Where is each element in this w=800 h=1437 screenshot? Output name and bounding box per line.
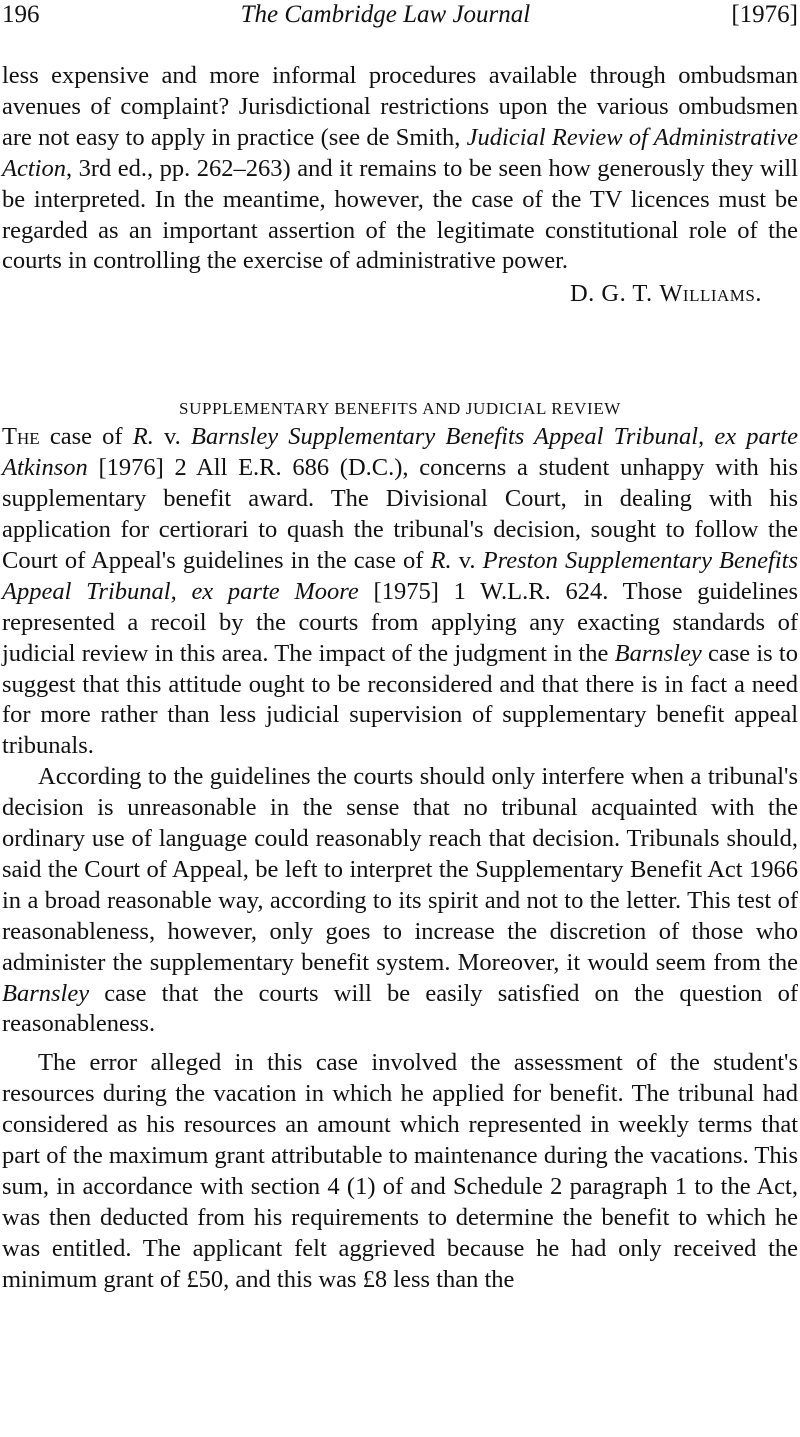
text-run: The error alleged in this case involved the assessment of the student's resources during the vacation in which he applied for benefit. The tribunal had considered as his resources an amount which represented in weekly terms that part of the maximum grant attributable to maintenance during the vacations. This sum, in accordance with section 4 (1) of and Schedule 2 paragraph 1 to the Act, was then deducted from his requirements to determine the benefit to which he was entitled. The applicant felt aggrieved because he had only received the minimum grant of £50, and this was £8 less than the xyxy=(2,1049,798,1293)
text-run: less expensive and more informal procedures available through ombudsman avenues of complaint? Jurisdictional restrictions upon the various ombudsmen are not easy to apply in practice (see de Smith, xyxy=(2,62,798,151)
author-initials: D. G. T. xyxy=(569,280,660,308)
lead-word: The xyxy=(2,423,40,451)
case-name: R. xyxy=(132,423,154,451)
text-run: According to the guidelines the courts should only interfere when a tribunal's decision is unreasonable in the sense that no tribunal acquainted with the ordinary use of language could reasonably reach that decision. Tribunals should, said the Court of Appeal, be left to interpret the Supplementary Benefit Act 1966 in a broad reasonable way, according to its spirit and not to the letter. This test of reasonableness, however, only goes to increase the discretion of those who administer the supplementary benefit system. Moreover, it would seem from the xyxy=(2,763,798,976)
text-run: [1975] 1 W.L.R. 624. Those guidelines represented a recoil by the courts from applying any exacting standards of judicial review in this area. The impact of the judgment in the xyxy=(2,577,798,667)
cited-work-title: Judicial Review of Administrative Action xyxy=(2,123,798,182)
case-name: Barnsley xyxy=(614,639,702,667)
case-name: R. xyxy=(430,546,452,574)
text-run: case is to suggest that this attitude ought to be reconsidered and that there is in fact a need for more rather than less judicial supervision of supplementary benefit appeal tribunals. xyxy=(2,639,798,760)
author-signature xyxy=(2,279,798,310)
running-header xyxy=(2,0,798,34)
volume-year: [1976] xyxy=(731,1,798,28)
text-run: case that the courts will be easily satisfied on the question of reasonableness. xyxy=(2,979,798,1038)
text-run: [1976] 2 All E.R. 686 (D.C.), concerns a student unhappy with his supplementary benefit award. The Divisional Court, in dealing with his application for certiorari to quash the tribunal's decision, sought to follow the Court of Appeal's guidelines in the case of xyxy=(2,454,798,574)
paragraph-1 xyxy=(2,422,798,762)
section-heading: SUPPLEMENTARY BENEFITS AND JUDICIAL REVIEW xyxy=(179,399,621,419)
case-name: Preston Supplementary Benefits Appeal Tribunal, ex parte Moore xyxy=(2,546,798,605)
text-run: v. xyxy=(153,423,191,451)
text-run: , 3rd ed., pp. 262–263) and it remains to be seen how generously they will be interpreted. In the meantime, however, the case of the TV licences must be regarded as an important assertion of the legitimate constitutional role of the courts in controlling the exercise of administrative power. xyxy=(2,154,798,275)
case-name: Barnsley xyxy=(2,979,90,1007)
author-surname: Williams. xyxy=(659,280,762,308)
journal-title: The Cambridge Law Journal xyxy=(240,1,531,28)
page-number: 196 xyxy=(2,1,40,28)
text-run: case of xyxy=(39,423,133,451)
paragraph-2 xyxy=(2,762,798,1040)
intro-paragraph xyxy=(2,61,798,277)
text-run: v. xyxy=(451,546,483,574)
case-name: Barnsley Supplementary Benefits Appeal Tribunal, ex parte Atkinson xyxy=(2,423,798,482)
paragraph-3 xyxy=(2,1048,798,1295)
